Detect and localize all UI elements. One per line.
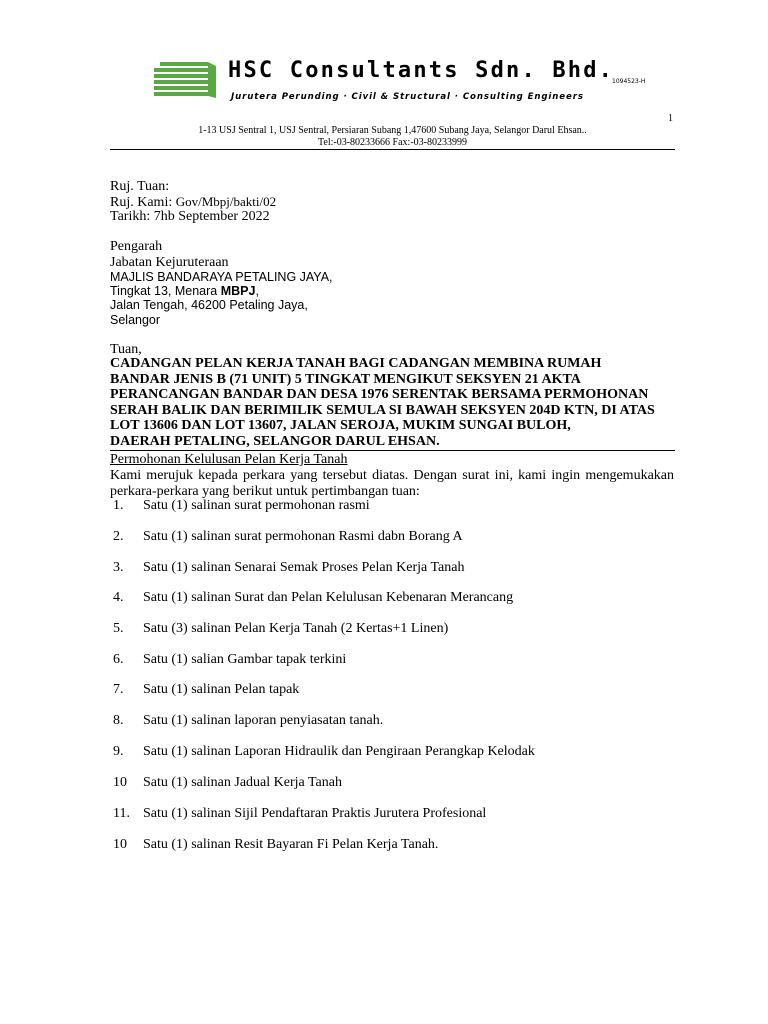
ruj-kami-value: Gov/Mbpj/bakti/02 [175,194,277,209]
salutation: Tuan, [110,342,142,357]
address-line1-bold: MBPJ [220,284,256,298]
subject-line: BANDAR JENIS B (71 UNIT) 5 TINGKAT MENGIKUT SEKSYEN 21 AKTA [110,371,581,387]
list-item-text: Satu (1) salinan Senarai Semak Proses Pelan Kerja Tanah [143,560,465,575]
list-item-number: 2. [113,529,124,544]
page-number: 1 [668,113,673,124]
address-line1-prefix: Tingkat 13, Menara [110,284,221,298]
list-item [110,713,670,729]
list-item-text: Satu (1) salinan Laporan Hidraulik dan Pengiraan Perangkap Kelodak [143,744,535,759]
company-logo-icon [150,58,218,102]
list-item-text: Satu (1) salinan Pelan tapak [143,682,300,697]
ruj-tuan: Ruj. Tuan: [110,179,170,194]
list-item [110,621,670,637]
list-item-number: 6. [113,652,124,667]
company-tagline: Jurutera Perunding · Civil & Structural · Consulting Engineers [231,92,584,102]
recipient-address-line1 [110,284,259,299]
list-item-number: 3. [113,560,124,575]
tarikh: Tarikh: 7hb September 2022 [110,209,270,224]
recipient-address-line3: Selangor [110,313,161,327]
intro-paragraph: Kami merujuk kepada perkara yang tersebut diatas. Dengan surat ini, kami ingin mengemukakan perkara-perkara yang berikut untuk pertimbangan tuan: [110,468,674,499]
list-item [110,837,670,853]
list-item-number: 8. [113,713,124,728]
subject-line: PERANCANGAN BANDAR DAN DESA 1976 SERENTAK BERSAMA PERMOHONAN [110,387,649,403]
list-item [110,529,670,545]
list-item-text: Satu (1) salinan laporan penyiasatan tanah. [143,713,384,728]
list-item [110,682,670,698]
header-divider [110,149,675,150]
subject-divider [110,450,675,451]
subject-line: LOT 13606 DAN LOT 13607, JALAN SEROJA, MUKIM SUNGAI BULOH, [110,418,571,434]
list-item [110,652,670,668]
recipient-org-suffix: , [329,270,333,284]
list-item-number: 7. [113,682,124,697]
list-item-number: 10 [113,837,127,852]
list-item-text: Satu (1) salinan Surat dan Pelan Kelulusan Kebenaran Merancang [143,590,514,605]
list-item [110,806,670,822]
company-name: HSC Consultants Sdn. Bhd. [228,58,615,83]
ruj-kami-label: Ruj. Kami: [110,195,176,210]
list-item [110,775,670,791]
list-item-text: Satu (1) salinan Sijil Pendaftaran Praktis Jurutera Profesional [143,806,487,821]
recipient-org-name: MAJLIS BANDARAYA PETALING JAYA [110,270,330,284]
subject-line: SERAH BALIK DAN BERIMILIK SEMULA SI BAWAH SEKSYEN 204D KTN, DI ATAS [110,402,655,418]
list-item-text: Satu (1) salinan surat permohonan Rasmi dabn Borang A [143,529,463,544]
list-item [110,560,670,576]
list-item-number: 1. [113,498,124,513]
list-item [110,590,670,606]
ruj-kami [110,194,276,210]
list-item-text: Satu (1) salinan surat permohonan rasmi [143,498,370,513]
company-address: 1-13 USJ Sentral 1, USJ Sentral, Persiaran Subang 1,47600 Subang Jaya, Selangor Darul Ehsan.. [198,125,587,136]
letterhead [140,46,670,116]
list-item-text: Satu (3) salinan Pelan Kerja Tanah (2 Kertas+1 Linen) [143,621,449,636]
recipient-org [110,270,333,285]
list-item-text: Satu (1) salinan Resit Bayaran Fi Pelan Kerja Tanah. [143,837,439,852]
company-contact: Tel:-03-80233666 Fax:-03-80233999 [317,137,467,148]
subject [110,356,680,450]
recipient-title: Pengarah [110,239,163,254]
list-item-number: 10 [113,775,127,790]
list-item [110,744,670,760]
recipient-dept: Jabatan Kejuruteraan [110,255,229,270]
subject-line: DAERAH PETALING, SELANGOR DARUL EHSAN. [110,433,440,449]
subject-line: CADANGAN PELAN KERJA TANAH BAGI CADANGAN MEMBINA RUMAH [110,356,602,371]
list-item-text: Satu (1) salinan Jadual Kerja Tanah [143,775,342,790]
recipient-address-line2: Jalan Tengah, 46200 Petaling Jaya, [110,298,308,312]
list-item [110,498,670,514]
list-item-number: 11. [113,806,130,821]
list-item-number: 5. [113,621,124,636]
section-heading: Permohonan Kelulusan Pelan Kerja Tanah [110,452,348,467]
company-reg-no: 1094523-H [612,78,646,85]
list-item-number: 4. [113,590,124,605]
list-item-number: 9. [113,744,124,759]
list-item-text: Satu (1) salian Gambar tapak terkini [143,652,347,667]
address-line1-suffix: , [255,284,259,298]
